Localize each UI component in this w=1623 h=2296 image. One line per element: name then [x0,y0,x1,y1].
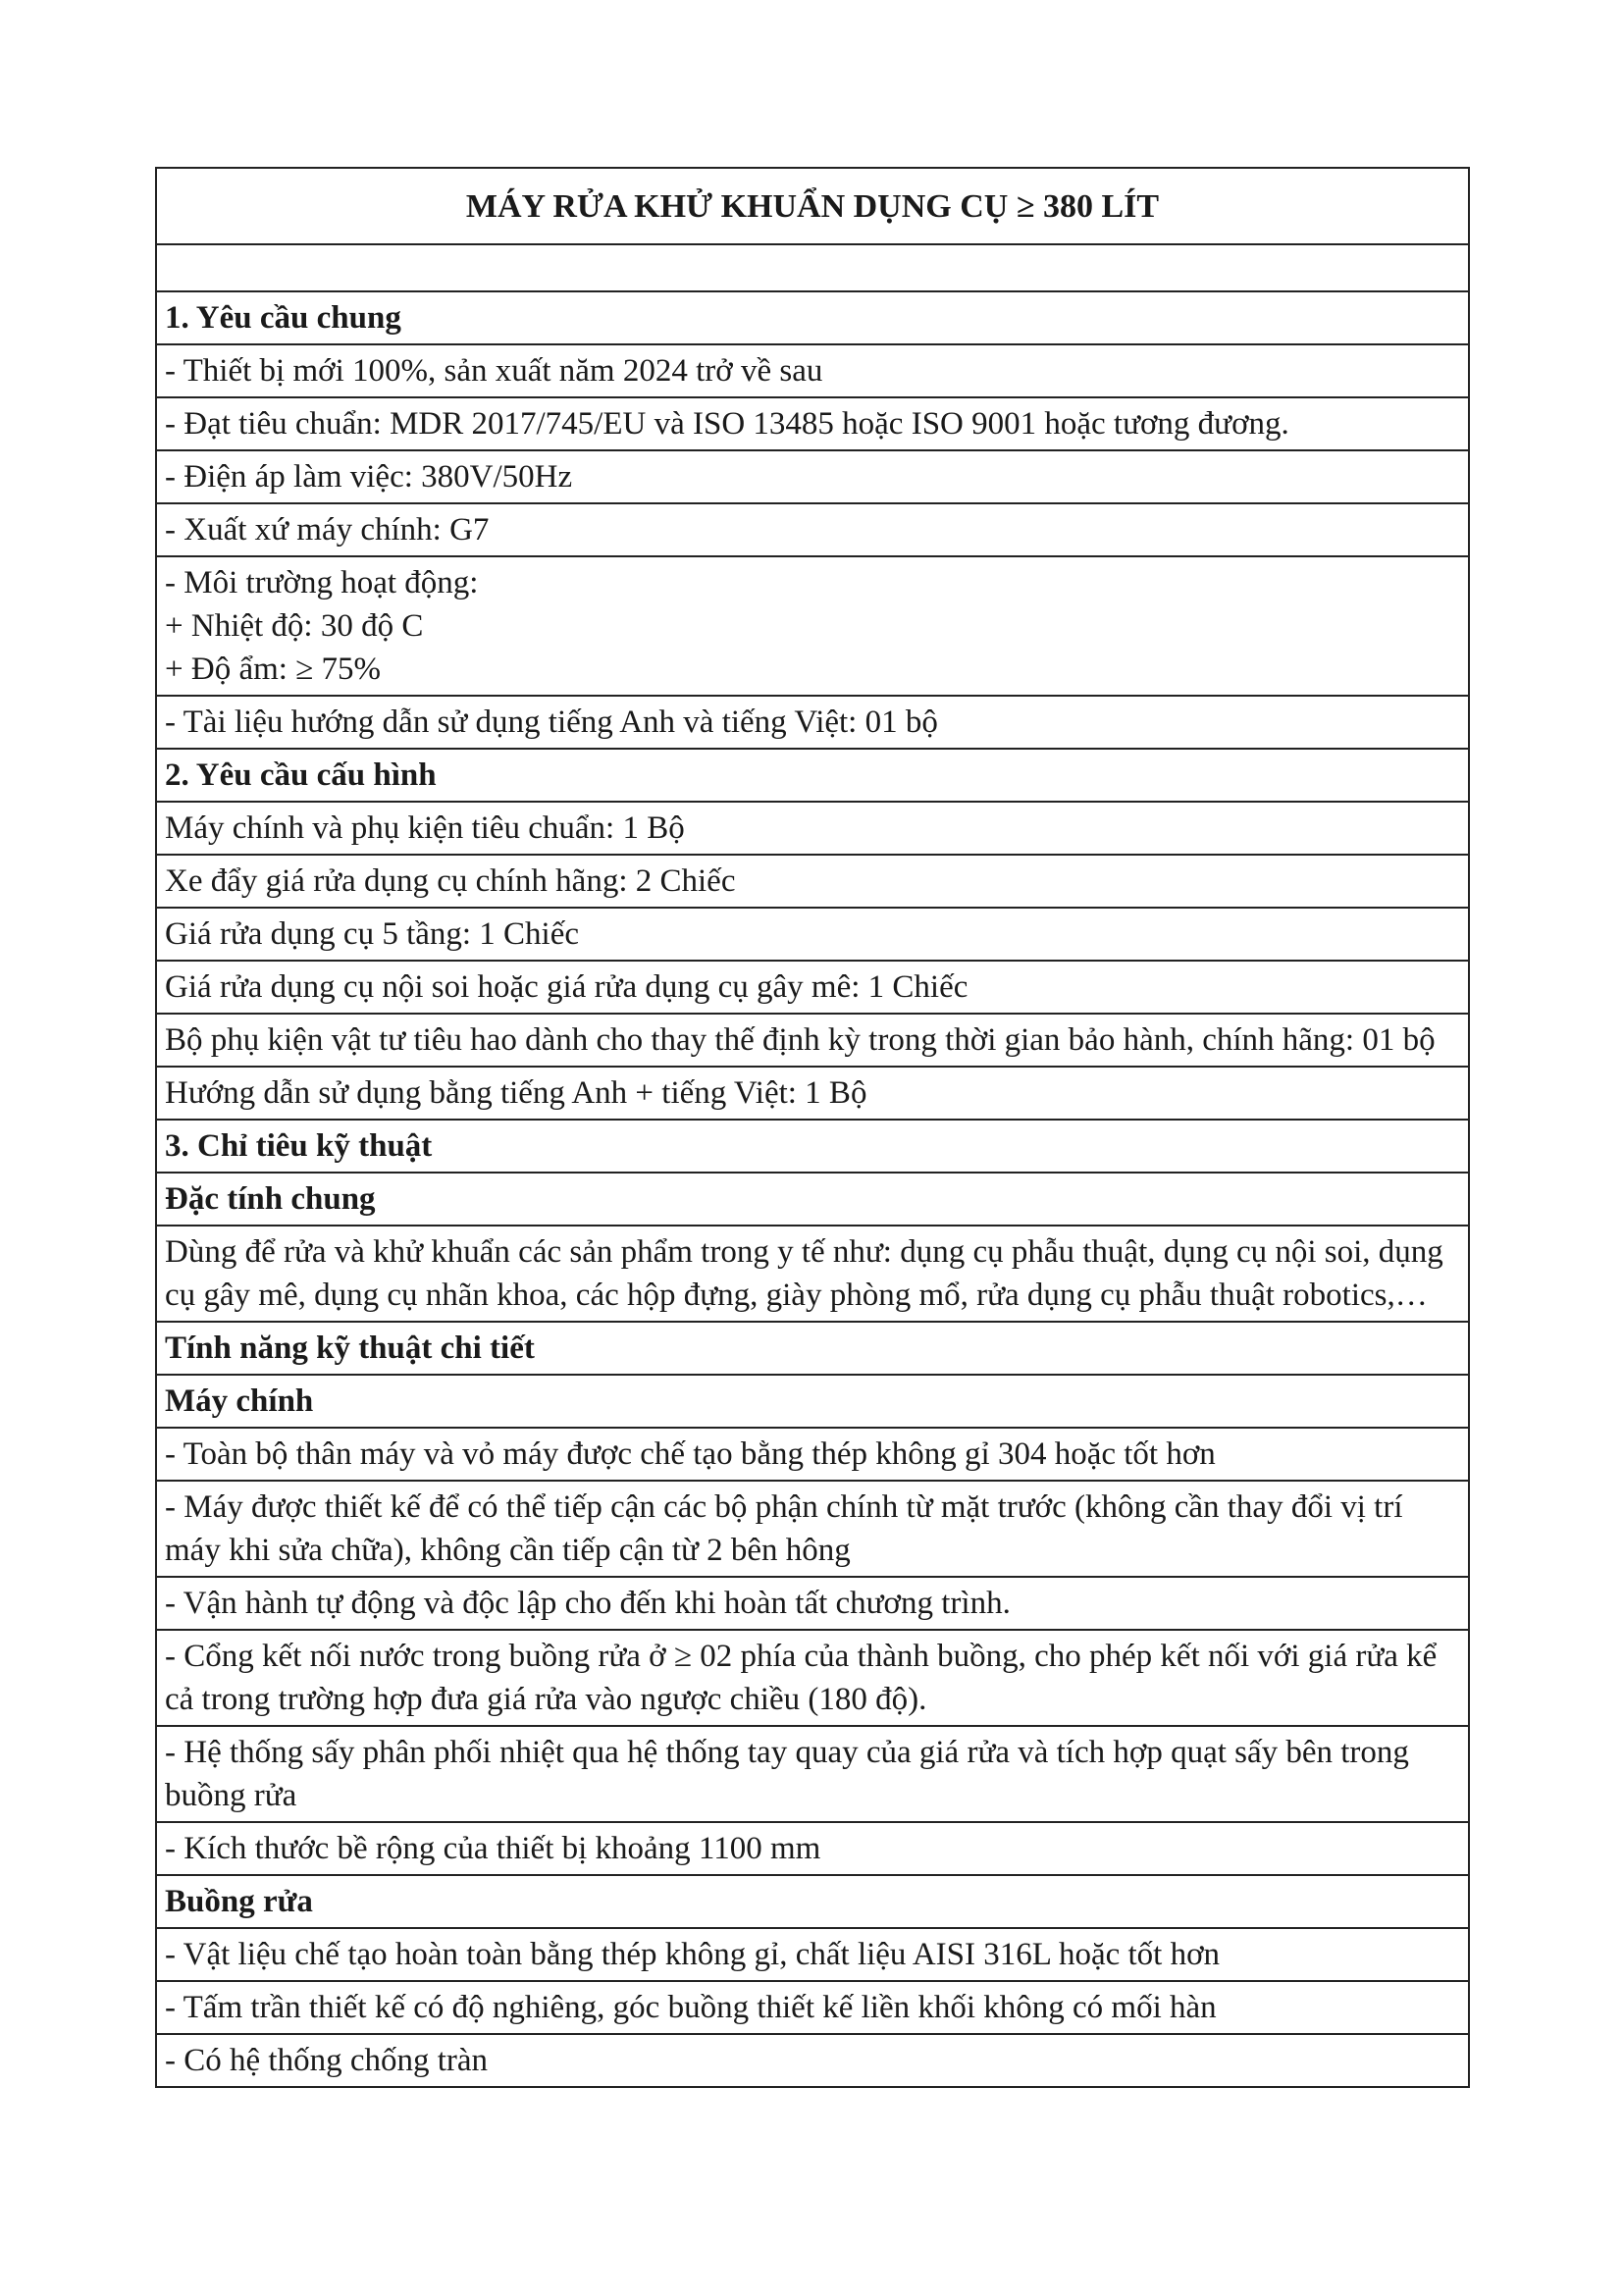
config-item-4: Giá rửa dụng cụ nội soi hoặc giá rửa dụng cụ gây mê: 1 Chiếc [157,962,1468,1015]
config-item-5: Bộ phụ kiện vật tư tiêu hao dành cho thay thế định kỳ trong thời gian bảo hành, chính hãng: 01 bộ [157,1015,1468,1068]
chamber-item-1: - Vật liệu chế tạo hoàn toàn bằng thép không gỉ, chất liệu AISI 316L hoặc tốt hơn [157,1929,1468,1982]
environment-label: - Môi trường hoạt động: [165,565,479,600]
chamber-heading: Buồng rửa [157,1876,1468,1929]
main-unit-item-1: - Toàn bộ thân máy và vỏ máy được chế tạo bằng thép không gỉ 304 hoặc tốt hơn [157,1429,1468,1482]
detailed-features-heading: Tính năng kỹ thuật chi tiết [157,1323,1468,1376]
main-unit-item-5: - Hệ thống sấy phân phối nhiệt qua hệ thống tay quay của giá rửa và tích hợp quạt sấy bên trong buồng rửa [157,1727,1468,1823]
general-item-manual: - Tài liệu hướng dẫn sử dụng tiếng Anh và tiếng Việt: 01 bộ [157,697,1468,750]
main-unit-item-6: - Kích thước bề rộng của thiết bị khoảng 1100 mm [157,1823,1468,1876]
config-item-1: Máy chính và phụ kiện tiêu chuẩn: 1 Bộ [157,803,1468,856]
section-1-heading: 1. Yêu cầu chung [157,292,1468,345]
section-2-heading: 2. Yêu cầu cấu hình [157,750,1468,803]
general-item-2: - Đạt tiêu chuẩn: MDR 2017/745/EU và ISO 13485 hoặc ISO 9001 hoặc tương đương. [157,398,1468,451]
general-features-heading: Đặc tính chung [157,1174,1468,1226]
config-item-6: Hướng dẫn sử dụng bằng tiếng Anh + tiếng Việt: 1 Bộ [157,1068,1468,1121]
general-item-4: - Xuất xứ máy chính: G7 [157,504,1468,557]
environment-block [157,557,1468,697]
general-item-1: - Thiết bị mới 100%, sản xuất năm 2024 trở về sau [157,345,1468,398]
chamber-item-3: - Có hệ thống chống tràn [165,2043,489,2078]
general-item-3: - Điện áp làm việc: 380V/50Hz [157,451,1468,504]
document-title: MÁY RỬA KHỬ KHUẨN DỤNG CỤ ≥ 380 LÍT [157,169,1468,245]
config-item-3: Giá rửa dụng cụ 5 tầng: 1 Chiếc [157,909,1468,962]
general-features-text: Dùng để rửa và khử khuẩn các sản phẩm trong y tế như: dụng cụ phẫu thuật, dụng cụ nội soi, dụng cụ gây mê, dụng cụ nhãn khoa, các hộp đựng, giày phòng mổ, rửa dụng cụ phẫu thuật robotics,… [157,1226,1468,1323]
blank-row [157,245,1468,292]
config-item-2: Xe đẩy giá rửa dụng cụ chính hãng: 2 Chiếc [157,856,1468,909]
section-3-heading: 3. Chỉ tiêu kỹ thuật [157,1121,1468,1174]
main-unit-item-2: - Máy được thiết kế để có thể tiếp cận các bộ phận chính từ mặt trước (không cần thay đổi vị trí máy khi sửa chữa), không cần tiếp cận từ 2 bên hông [157,1482,1468,1578]
main-unit-item-3: - Vận hành tự động và độc lập cho đến khi hoàn tất chương trình. [157,1578,1468,1631]
chamber-item-2: - Tấm trần thiết kế có độ nghiêng, góc buồng thiết kế liền khối không có mối hàn [157,1982,1468,2035]
environment-humidity: + Độ ẩm: ≥ 75% [165,652,382,687]
environment-temperature: + Nhiệt độ: 30 độ C [165,608,424,644]
main-unit-heading: Máy chính [157,1376,1468,1429]
spec-table [155,167,1470,2088]
main-unit-item-4: - Cổng kết nối nước trong buồng rửa ở ≥ 02 phía của thành buồng, cho phép kết nối với giá rửa kể cả trong trường hợp đưa giá rửa vào ngược chiều (180 độ). [157,1631,1468,1727]
